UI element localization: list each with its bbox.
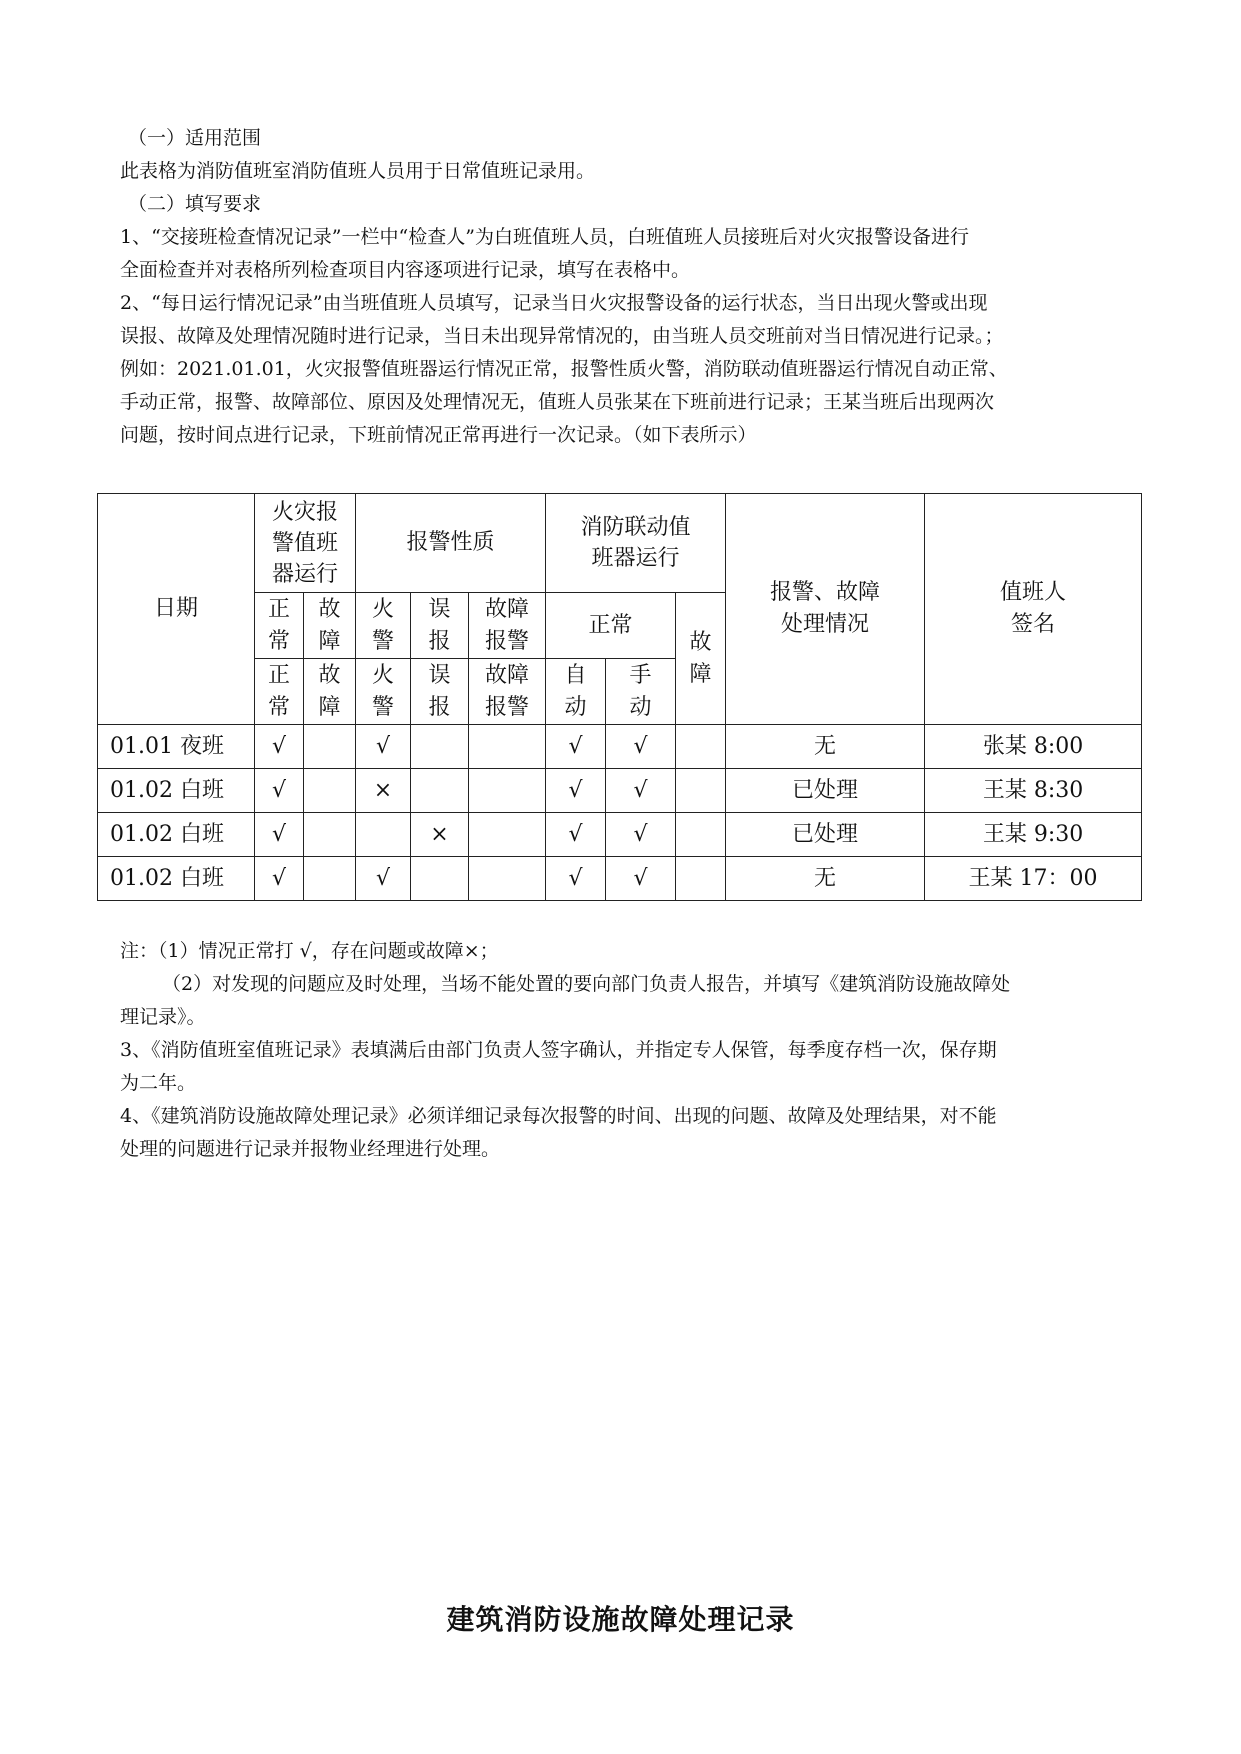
cell-fire: × xyxy=(356,769,411,813)
cell-false-alarm xyxy=(411,857,469,901)
header-false-alarm: 误报 xyxy=(411,593,469,659)
cell-manual: √ xyxy=(606,857,676,901)
row-date: 01.02 白班 xyxy=(98,769,255,813)
cell-linkage-fault xyxy=(676,813,726,857)
header-alarm-nature-group: 报警性质 xyxy=(356,494,546,593)
cell-manual: √ xyxy=(606,813,676,857)
note-2-line-2: 理记录》。 xyxy=(120,1006,206,1028)
cell-auto: √ xyxy=(546,725,606,769)
cell-signature: 张某 8:00 xyxy=(925,725,1142,769)
header-fire-alarm-group: 火灾报警值班器运行 xyxy=(255,494,356,593)
table-row xyxy=(98,813,1142,857)
cell-false-alarm xyxy=(411,725,469,769)
footer-title: 建筑消防设施故障处理记录 xyxy=(446,1603,795,1636)
cell-fire xyxy=(356,813,411,857)
cell-signature: 王某 9:30 xyxy=(925,813,1142,857)
cell-fa-normal: √ xyxy=(255,769,304,813)
header-linkage-fault: 故障 xyxy=(676,593,726,725)
row-date: 01.02 白班 xyxy=(98,857,255,901)
table-row xyxy=(98,857,1142,901)
note-2-line-1: （2）对发现的问题应及时处理，当场不能处置的要向部门负责人报告，并填写《建筑消防设施故障处 xyxy=(162,973,1011,995)
cell-false-alarm xyxy=(411,769,469,813)
cell-linkage-fault xyxy=(676,725,726,769)
cell-fa-normal: √ xyxy=(255,857,304,901)
cell-fa-fault xyxy=(304,813,356,857)
cell-fa-fault xyxy=(304,725,356,769)
header-handling: 报警、故障处理情况 xyxy=(726,494,925,725)
cell-handling: 已处理 xyxy=(726,813,925,857)
duty-log-table xyxy=(97,493,1142,901)
note-4-line-2: 处理的问题进行记录并报物业经理进行处理。 xyxy=(120,1138,501,1160)
cell-fault-alarm xyxy=(469,725,546,769)
header-manual: 手动 xyxy=(606,659,676,725)
header-normal: 正常 xyxy=(255,593,304,659)
cell-fa-normal: √ xyxy=(255,813,304,857)
header-auto: 自动 xyxy=(546,659,606,725)
header-linkage-normal: 正常 xyxy=(546,593,676,659)
row-date: 01.02 白班 xyxy=(98,813,255,857)
cell-signature: 王某 17：00 xyxy=(925,857,1142,901)
header-false-alarm-sub: 误报 xyxy=(411,659,469,725)
header-fault-alarm-sub: 故障报警 xyxy=(469,659,546,725)
cell-fa-fault xyxy=(304,857,356,901)
header-signature: 值班人签名 xyxy=(925,494,1142,725)
header-fire-sub: 火警 xyxy=(356,659,411,725)
cell-auto: √ xyxy=(546,813,606,857)
cell-fire: √ xyxy=(356,857,411,901)
cell-fa-normal: √ xyxy=(255,725,304,769)
note-1: 注：（1）情况正常打 √，存在问题或故障×； xyxy=(120,940,499,962)
cell-handling: 已处理 xyxy=(726,769,925,813)
requirement-2-line-1: 2、“每日运行情况记录”由当班值班人员填写，记录当日火灾报警设备的运行状态，当日出现火警或出现 xyxy=(120,292,988,314)
requirement-1-line-1: 1、“交接班检查情况记录”一栏中“检查人”为白班值班人员，白班值班人员接班后对火灾报警设备进行 xyxy=(120,226,969,248)
cell-fault-alarm xyxy=(469,769,546,813)
cell-fault-alarm xyxy=(469,813,546,857)
table-row xyxy=(98,725,1142,769)
section-heading-scope: （一）适用范围 xyxy=(128,127,262,149)
header-fault-sub: 故障 xyxy=(304,659,356,725)
cell-fault-alarm xyxy=(469,857,546,901)
requirement-2-line-3: 例如：2021.01.01，火灾报警值班器运行情况正常，报警性质火警，消防联动值班器运行情况自动正常、 xyxy=(120,358,1008,380)
intro-section xyxy=(120,122,1130,452)
row-date: 01.01 夜班 xyxy=(98,725,255,769)
header-normal-sub: 正常 xyxy=(255,659,304,725)
header-fault-alarm: 故障报警 xyxy=(469,593,546,659)
cell-auto: √ xyxy=(546,857,606,901)
header-fire: 火警 xyxy=(356,593,411,659)
requirement-2-line-5: 问题，按时间点进行记录，下班前情况正常再进行一次记录。（如下表所示） xyxy=(120,424,757,446)
cell-linkage-fault xyxy=(676,769,726,813)
note-3-line-1: 3、《消防值班室值班记录》表填满后由部门负责人签字确认，并指定专人保管，每季度存档一次，保存期 xyxy=(120,1039,997,1061)
note-3-line-2: 为二年。 xyxy=(120,1072,197,1094)
header-linkage-group: 消防联动值班器运行 xyxy=(546,494,726,593)
note-4-line-1: 4、《建筑消防设施故障处理记录》必须详细记录每次报警的时间、出现的问题、故障及处理结果，对不能 xyxy=(120,1105,997,1127)
header-date: 日期 xyxy=(98,494,255,725)
notes-section xyxy=(120,935,1130,1166)
cell-handling: 无 xyxy=(726,725,925,769)
cell-linkage-fault xyxy=(676,857,726,901)
cell-manual: √ xyxy=(606,769,676,813)
requirement-2-line-2: 误报、故障及处理情况随时进行记录，当日未出现异常情况的，由当班人员交班前对当日情况进行记录。； xyxy=(120,325,1004,347)
cell-auto: √ xyxy=(546,769,606,813)
cell-fa-fault xyxy=(304,769,356,813)
header-fault: 故障 xyxy=(304,593,356,659)
table-row xyxy=(98,769,1142,813)
section-heading-requirements: （二）填写要求 xyxy=(128,193,262,215)
cell-handling: 无 xyxy=(726,857,925,901)
cell-manual: √ xyxy=(606,725,676,769)
scope-text: 此表格为消防值班室消防值班人员用于日常值班记录用。 xyxy=(120,160,596,182)
cell-fire: √ xyxy=(356,725,411,769)
cell-signature: 王某 8:30 xyxy=(925,769,1142,813)
cell-false-alarm: × xyxy=(411,813,469,857)
requirement-1-line-2: 全面检查并对表格所列检查项目内容逐项进行记录，填写在表格中。 xyxy=(120,259,691,281)
requirement-2-line-4: 手动正常，报警、故障部位、原因及处理情况无，值班人员张某在下班前进行记录；王某当班后出现两次 xyxy=(120,391,995,413)
